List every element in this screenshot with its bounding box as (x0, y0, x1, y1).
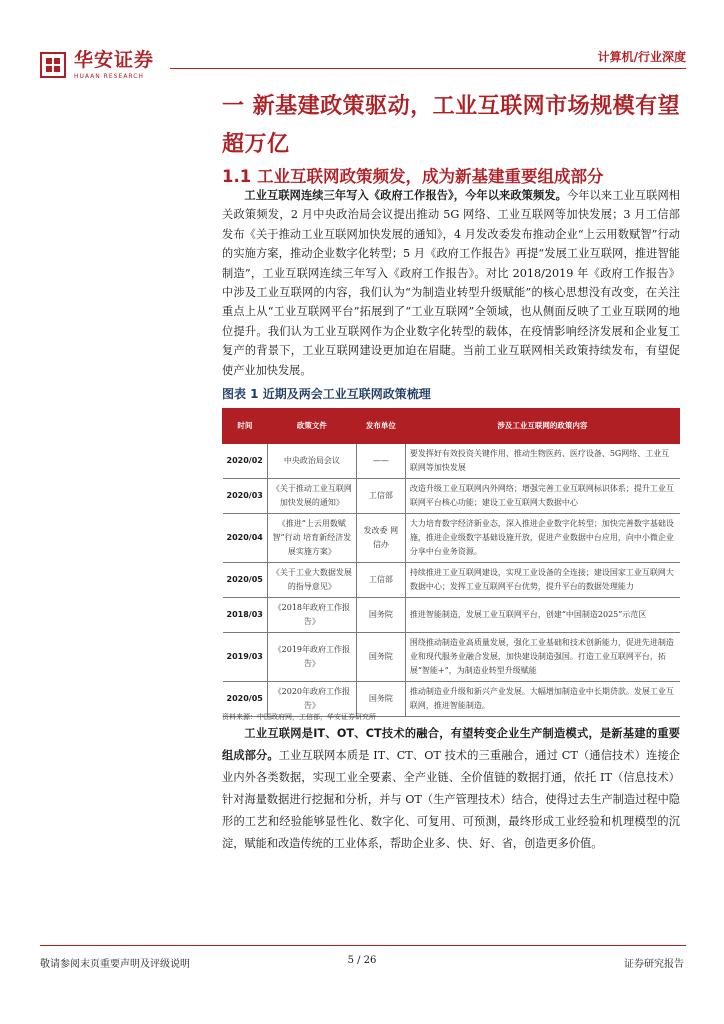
section-title: 一 新基建政策驱动，工业互联网市场规模有望超万亿 (222, 94, 681, 157)
huaan-logo-icon (40, 52, 66, 78)
col-header-time: 时间 (223, 409, 268, 444)
row-content: 大力培育数字经济新业态，深入推进企业数字化转型；加快完善数字基础设施，推进企业级数字基础设施开放，促进产业数据中台应用，向中小微企业分享中台业务资源。 (405, 514, 679, 563)
row-time: 2020/04 (223, 514, 268, 563)
header-divider (170, 68, 686, 69)
logo-text-cn: 华安证券 (74, 49, 155, 71)
row-content: 改造升级工业互联网内外网络；增强完善工业互联网标识体系；提升工业互联网平台核心功能；建设工业互联网大数据中心 (405, 479, 679, 514)
page-header (40, 38, 686, 88)
row-unit: —— (356, 444, 405, 479)
row-content: 推进智能制造，发展工业互联网平台，创建“中国制造2025”示范区 (405, 598, 679, 633)
row-unit: 国务院 (356, 633, 405, 682)
table-row (223, 598, 680, 633)
table-source-note: 资料来源：中国政府网，工信部，华安证券研究所 (222, 713, 376, 721)
table-row (223, 479, 680, 514)
body-paragraph (222, 723, 680, 855)
page-number: 5 / 26 (347, 955, 377, 966)
row-content: 推动制造业升级和新兴产业发展。大幅增加制造业中长期贷款。发展工业互联网，推进智能制造。 (405, 682, 679, 717)
body-lead: 工业互联网是IT、OT、CT技术的融合，有望转变企业生产制造模式，是新基建的重要组成部分。 (222, 727, 680, 762)
intro-body: 今年以来工业互联网相关政策频发，2 月中央政治局会议提出推动 5G 网络、工业互联网等加快发展；3 月工信部发布《关于推动工业互联网加快发展的通知》，4 月发改委发布推动企业“上云用数赋智”行动的实施方案，推动企业数字化转型；5 月《政府工作报告》再提“发展工业互联网，推进智能制造”，工业互联网连续三年写入《政府工作报告》。对比 2018/2019 年《政府工作报告》中涉及工业互联网的内容，我们认为“为制造业转型升级赋能”的核心思想没有改变，在关注重点上从“工业互联网平台”拓展到了“工业互联网”全领域，也从侧面反映了工业互联网的地位提升。我们认为工业互联网作为企业数字化转型的载体，在疫情影响经济发展和企业复工复产的背景下，工业互联网建设更加迫在眉睫。当前工业互联网相关政策持续发布，有望促使产业加快发展。 (222, 189, 680, 377)
col-header-unit: 发布单位 (356, 409, 405, 444)
report-type: 证券研究报告 (624, 959, 684, 970)
row-doc: 《关于推动工业互联网加快发展的通知》 (267, 479, 356, 514)
row-doc: 《2020年政府工作报告》 (267, 682, 356, 717)
footer-disclaimer: 敬请参阅末页重要声明及评级说明 (40, 959, 190, 970)
row-doc: 《2018年政府工作报告》 (267, 598, 356, 633)
table-row (223, 633, 680, 682)
col-header-doc: 政策文件 (267, 409, 356, 444)
row-unit: 工信部 (356, 563, 405, 598)
row-time: 2020/05 (223, 682, 268, 717)
row-time: 2020/03 (223, 479, 268, 514)
row-time: 2020/02 (223, 444, 268, 479)
row-unit: 发改委 网信办 (356, 514, 405, 563)
table-row (223, 563, 680, 598)
subsection-title: 1.1 工业互联网政策频发，成为新基建重要组成部分 (222, 167, 604, 186)
row-time: 2019/03 (223, 633, 268, 682)
table-header-row (223, 409, 680, 444)
intro-paragraph (222, 186, 680, 380)
row-doc: 中央政治局会议 (267, 444, 356, 479)
logo-text-en: HUAAN RESEARCH (74, 73, 144, 80)
row-doc: 《2019年政府工作报告》 (267, 633, 356, 682)
body-text: 工业互联网本质是 IT、CT、OT 技术的三重融合，通过 CT（通信技术）连接企业内外各类数据，实现工业全要素、全产业链、全价值链的数据打通，依托 IT（信息技术）针对海量数据进行挖掘和分析，并与 OT（生产管理技术）结合，使得过去生产制造过程中隐形的工艺和经验能够显性化、数字化、可复用、可预测，最终形成工业经验和机理模型的沉淀，赋能和改造传统的工业体系，帮助企业多、快、好、省，创造更多价值。 (222, 749, 680, 850)
row-doc: 《关于工业大数据发展的指导意见》 (267, 563, 356, 598)
row-time: 2018/03 (223, 598, 268, 633)
row-doc: 《推进“上云用数赋智”行动 培育新经济发展实施方案》 (267, 514, 356, 563)
intro-lead: 工业互联网连续三年写入《政府工作报告》，今年以来政策频发。 (244, 189, 567, 202)
row-unit: 工信部 (356, 479, 405, 514)
row-content: 持续推进工业互联网建设，实现工业设备的全连接；建设国家工业互联网大数据中心；发挥工业互联网平台优势，提升平台的数据处理能力 (405, 563, 679, 598)
row-content: 要发挥好有效投资关键作用，推动生物医药、医疗设备、5G网络、工业互联网等加快发展 (405, 444, 679, 479)
table-row (223, 514, 680, 563)
row-content: 围绕推动制造业高质量发展，强化工业基础和技术创新能力，促进先进制造业和现代服务业融合发展，加快建设制造强国。打造工业互联网平台，拓展“智能+”，为制造业转型升级赋能 (405, 633, 679, 682)
footer-divider (40, 945, 686, 946)
policy-table (222, 408, 680, 717)
row-unit: 国务院 (356, 682, 405, 717)
table-row (223, 444, 680, 479)
row-time: 2020/05 (223, 563, 268, 598)
company-logo (40, 38, 215, 86)
col-header-content: 涉及工业互联网的政策内容 (405, 409, 679, 444)
report-category: 计算机/行业深度 (597, 50, 686, 64)
figure-title: 图表 1 近期及两会工业互联网政策梳理 (222, 387, 431, 401)
row-unit: 国务院 (356, 598, 405, 633)
